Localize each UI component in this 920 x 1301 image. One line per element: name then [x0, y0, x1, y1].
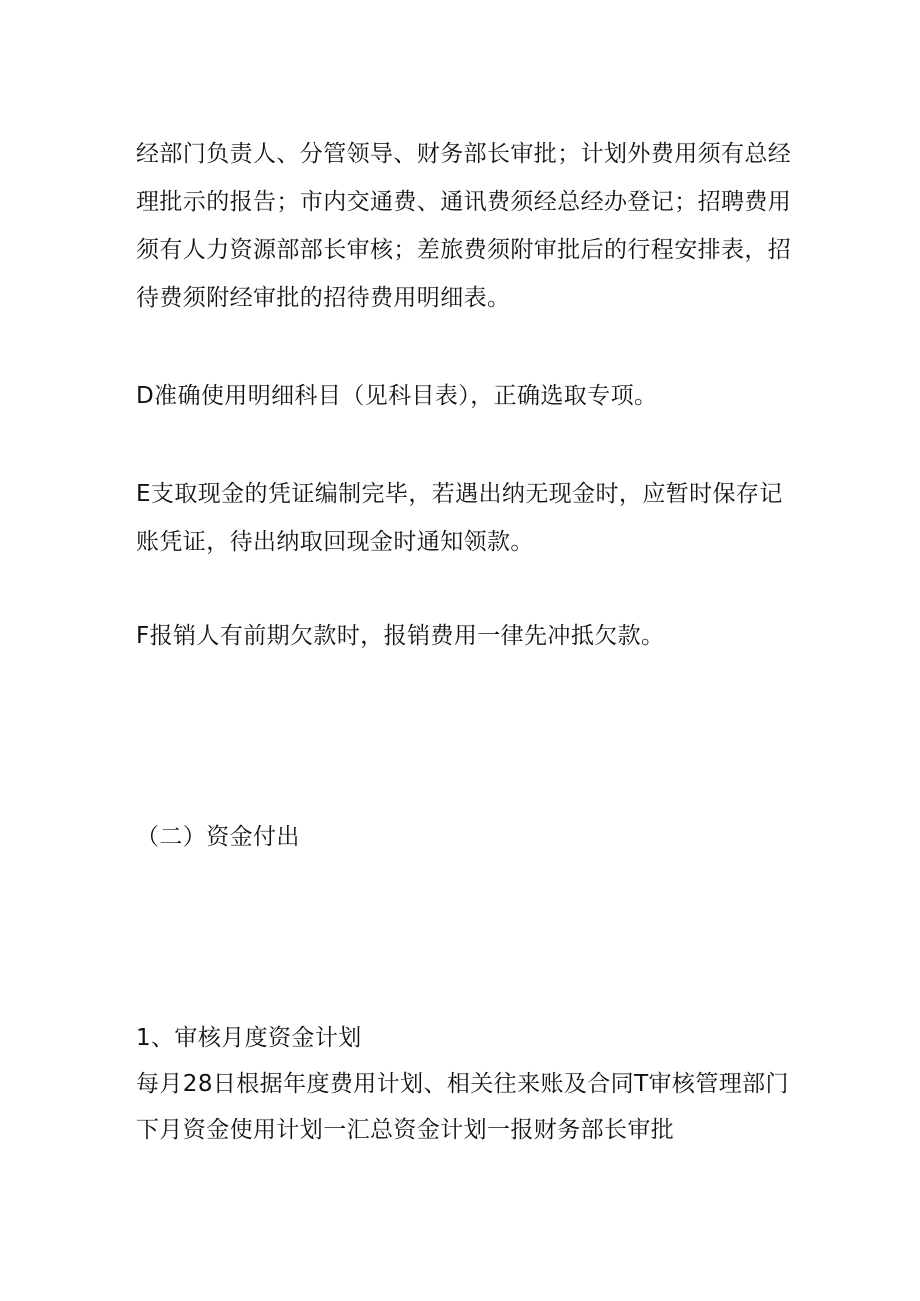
text-line: 账凭证，待出纳取回现金时通知领款。 [136, 529, 534, 555]
section-heading-text: （二）资金付出 [136, 824, 300, 850]
text-line: 待费须附经审批的招待费用明细表。 [136, 285, 511, 311]
text-line: 每月28日根据年度费用计划、相关往来账及合同T审核管理部门 [136, 1071, 789, 1097]
text-line: D准确使用明细科目（见科目表），正确选取专项。 [136, 383, 658, 409]
text-line: F报销人有前期欠款时，报销费用一律先冲抵欠款。 [136, 623, 665, 649]
paragraph-item-e [136, 470, 796, 566]
text-line: 经部门负责人、分管领导、财务部长审批；计划外费用须有总经 [136, 141, 792, 167]
text-line: 理批示的报告；市内交通费、通讯费须经总经办登记；招聘费用 [136, 189, 792, 215]
text-line: 须有人力资源部部长审核；差旅费须附审批后的行程安排表，招 [136, 237, 792, 263]
paragraph-monthly-fund-plan [136, 1015, 796, 1153]
paragraph-item-d [136, 372, 796, 420]
paragraph-item-f [136, 612, 796, 660]
subheading-text: 1、审核月度资金计划 [136, 1025, 362, 1051]
text-line: 下月资金使用计划一汇总资金计划一报财务部长审批 [136, 1117, 675, 1143]
section-heading-fund-payment [136, 813, 796, 861]
paragraph-approval-rules [136, 130, 796, 322]
text-line: E支取现金的凭证编制完毕，若遇出纳无现金时，应暂时保存记 [136, 481, 783, 507]
